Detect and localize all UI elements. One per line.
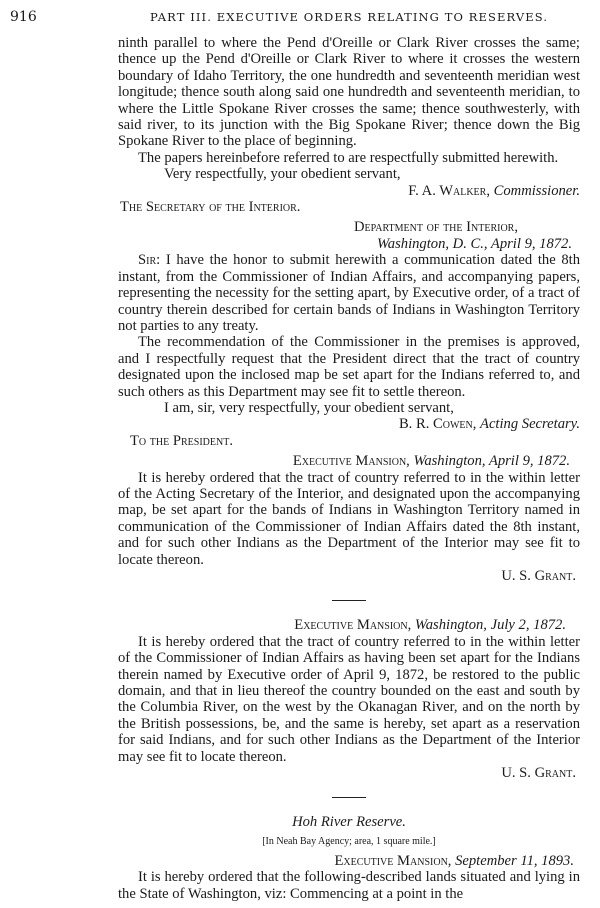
letter2-salutation: Sir: (138, 252, 161, 269)
letter2-signature (118, 416, 580, 432)
letter1-closing: Very respectfully, your obedient servant, (164, 166, 401, 183)
order1-text: It is hereby ordered that the tract of country referred to in the within letter of the Acting Secretary of the Interior, and designated upon the accompanying map, be set apart for the bands of Indians in Washington Territory named in communication of the Commissioner of Indian Affairs dated the 8th instant, and for such other Indians as the Department of the Interior may see fit to locate thereon. (118, 469, 580, 568)
hoh-heading-place: Executive Mansion, (334, 852, 452, 869)
order2-signature: U. S. Grant. (501, 765, 576, 782)
page-number: 916 (10, 9, 37, 25)
letter2-signer-title: Acting Secretary. (480, 416, 580, 433)
letter2-closing: I am, sir, very respectfully, your obedient servant, (164, 399, 454, 416)
order2-text: It is hereby ordered that the tract of country referred to in the within letter of the Commissioner of Indian Affairs as having been set apart for the Indians therein named by Executive order of April 9, 1872, be restored to the public domain, and that in lieu thereof the country bounded on the east and south by the Columbia River, on the west by the Okanagan River, and on the north by the British possessions, be, and the same is hereby, set apart as a reservation for said Indians, and for such other Indians as the Department of the Interior may see fit to locate thereon. (118, 633, 580, 765)
page-body (118, 35, 580, 902)
order2-heading-date: Washington, July 2, 1872. (414, 617, 566, 634)
page-header (0, 9, 600, 27)
letter1-text: ninth parallel to where the Pend d'Oreille or Clark River crosses the same; thence up the Pend d'Oreille or Clark River to where it crosses the western boundary of Idaho Territory, the one hundredth and seventeenth meridian west longitude; thence south along said one hundredth and seventeenth meridian, to where the Little Spokane River crosses the same; thence southwesterly, with said river, to its junction with the Big Spokane River; thence down the Big Spokane River to the place of beginning. (118, 35, 580, 150)
letter1-addressee: The Secretary of the Interior. (120, 199, 301, 216)
hoh-reserve-title: Hoh River Reserve. (292, 814, 406, 831)
order2-heading (118, 617, 580, 633)
letter2-place-date: Washington, D. C., April 9, 1872. (376, 235, 572, 252)
order1-heading-date: Washington, April 9, 1872. (413, 453, 570, 470)
order1-signature: U. S. Grant. (501, 568, 576, 584)
order1-heading-place: Executive Mansion, (292, 453, 410, 470)
hoh-order-heading (118, 853, 580, 869)
letter2-addressee: To the President. (130, 432, 233, 449)
letter2-department (118, 219, 580, 235)
letter1-signer: F. A. Walker, (408, 182, 490, 199)
running-title: PART III. EXECUTIVE ORDERS RELATING TO RESERVES. (150, 10, 549, 24)
letter2-paragraph-1-text: I have the honor to submit herewith a communication dated the 8th instant, from the Commissioner of Indian Affairs, and accompanying papers, representing the necessity for the setting apart, by Executive order, of a tract of country therein described for certain bands of Indians in Washington Territory not parties to any treaty. (118, 252, 580, 334)
letter2-department-text: Department of the Interior, (353, 219, 518, 236)
letter2-paragraph-2: The recommendation of the Commissioner in the premises is approved, and I respectfully request that the President direct that the tract of country designated upon the inclosed map be set apart for the Indians referred to, and such others as this Department may see fit to settle thereon. (118, 334, 580, 400)
letter1-paragraph-2: The papers hereinbefore referred to are respectfully submitted herewith. (138, 149, 559, 166)
letter1-signer-title: Commissioner. (493, 182, 580, 199)
order1-heading (118, 453, 580, 469)
hoh-heading-date: September 11, 1893. (455, 852, 574, 869)
hoh-reserve-note: [In Neah Bay Agency; area, 1 square mile.] (262, 835, 436, 847)
order2-heading-place: Executive Mansion, (294, 617, 412, 634)
letter2-signer: B. R. Cowen, (398, 416, 477, 433)
letter1-signature (118, 183, 580, 199)
letter2-paragraph-1 (118, 252, 580, 334)
hoh-order-text: It is hereby ordered that the following-described lands situated and lying in the State of Washington, viz: Commencing at a point in the (118, 869, 580, 902)
